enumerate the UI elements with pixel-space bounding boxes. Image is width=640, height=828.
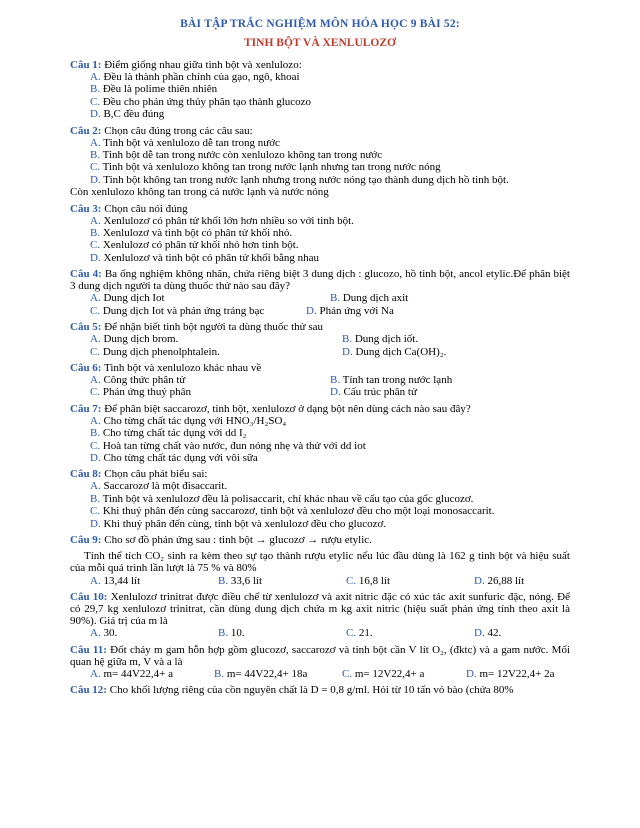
question-8: Câu 8: Chọn câu phát biểu sai: bbox=[70, 468, 208, 481]
option: A. Tinh bột và xenlulozo dễ tan trong nước bbox=[90, 136, 280, 149]
option: C. Tinh bột và xenlulozo không tan trong nước lạnh nhưng tan trong nước nóng bbox=[90, 161, 441, 174]
question-note: Còn xenlulozo không tan trong cả nước lạnh và nước nóng bbox=[70, 186, 329, 199]
option-row: C. Dung dịch Iot và phản ứng tráng bạc D. Phản ứng với Na bbox=[90, 304, 394, 317]
question-1: Câu 1: Điểm giống nhau giữa tinh bột và xenlulozo: bbox=[70, 59, 302, 71]
option: D. Khi thuỷ phân đến cùng, tinh bột và xenlulozơ đều cho glucozơ. bbox=[90, 517, 387, 530]
option-row: A. 30. B. 10. C. 21. D. 42. bbox=[90, 627, 502, 640]
option: B. Đều là polime thiên nhiên bbox=[90, 83, 218, 96]
option: B. Cho từng chất tác dụng với dd I₂ bbox=[90, 427, 247, 440]
question-4: Câu 4: Ba ống nghiệm không nhãn, chứa riêng biệt 3 dung dịch : glucozo, hồ tinh bột, ancol etylic.Để phân biệt 3 dung dịch người ta dùng thuốc thử nào sau đây? bbox=[70, 268, 570, 293]
question-5: Câu 5: Để nhận biết tinh bột người ta dùng thuốc thử sau bbox=[70, 321, 323, 334]
question-9: Câu 9: Cho sơ đồ phản ứng sau : tinh bột → glucozơ → rượu etylic. bbox=[70, 533, 372, 546]
option: D. Xenlulozơ và tinh bột có phân tử khối bằng nhau bbox=[90, 251, 319, 264]
option-row: A. Dung dịch Iot B. Dung dịch axit bbox=[90, 292, 409, 305]
question-11: Câu 11: Đốt cháy m gam hỗn hợp gồm glucozơ, saccarozơ và tinh bột cần V lít O₂, (đktc) và a gam nước. Mối quan hệ giữa m, V và a là bbox=[70, 643, 571, 668]
option: B. Tinh bột dễ tan trong nước còn xenlulozo không tan trong nước bbox=[90, 149, 383, 162]
option: A. Xenlulozơ có phân tử khối lớn hơn nhiều so với tinh bột. bbox=[90, 214, 354, 227]
option: D. Tinh bột không tan trong nước lạnh nhưng trong nước nóng tạo thành dung dịch hồ tinh bột. bbox=[90, 173, 509, 186]
option-row: A. Dung dịch brom. B. Dung dịch iốt. bbox=[90, 333, 419, 346]
option-row: C. Dung dịch phenolphtalein. D. Dung dịch Ca(OH)₂. bbox=[90, 345, 447, 358]
option: A. Cho từng chất tác dụng với HNO₃/H₂SO₄ bbox=[90, 414, 287, 427]
question-3: Câu 3: Chọn câu nói đúng bbox=[70, 202, 188, 215]
option: A. Đều là thành phần chính của gạo, ngô, khoai bbox=[90, 71, 300, 83]
option-row: C. Phản ứng thuỷ phân D. Cấu trúc phân tử bbox=[90, 386, 417, 399]
document-title: BÀI TẬP TRẮC NGHIỆM MÔN HÓA HỌC 9 BÀI 52: bbox=[180, 18, 460, 30]
option: D. Cho từng chất tác dụng với vôi sữa bbox=[90, 451, 258, 464]
question-6: Câu 6: Tinh bột và xenlulozo khác nhau về bbox=[70, 361, 262, 374]
document-page bbox=[70, 18, 570, 696]
option-row: A. 13,44 lít B. 33,6 lít C. 16,8 lít D. 26,88 lít bbox=[90, 574, 525, 587]
question-2: Câu 2: Chọn câu đúng trong các câu sau: bbox=[70, 124, 253, 137]
option: C. Đều cho phản ứng thủy phân tạo thành glucozo bbox=[90, 95, 312, 108]
option-row: A. Công thức phân tử B. Tính tan trong nước lạnh bbox=[90, 373, 453, 386]
option: A. Saccarozơ là một đisaccarit. bbox=[90, 480, 228, 493]
question-10: Câu 10: Xenlulozơ trinitrat được điều chế từ xenlulozơ và axit nitric đặc có xúc tác axit sunfuric đặc, nóng. Để có 29,7 kg xenlulozơ trinitrat, cần dùng dung dịch chứa m kg axit nitric (hiệu suất phản ứng tính theo axit là 90%). Giá trị của m là bbox=[70, 591, 570, 628]
question-note: Tính thể tích CO₂ sinh ra kèm theo sự tạo thành rượu etylic nếu lúc đầu dùng là 162 g tinh bột và hiệu suất của mỗi quá trình lần lượt là 75 % và 80% bbox=[70, 549, 570, 575]
option: D. B,C đều đúng bbox=[90, 108, 165, 121]
option: C. Khi thuỷ phân đến cùng saccarozơ, tinh bột và xenlulozơ đều cho một loại monosaccarit. bbox=[90, 505, 495, 518]
document-subtitle: TINH BỘT VÀ XENLULOZƠ bbox=[244, 37, 396, 49]
question-12: Câu 12: Cho khối lượng riêng của cồn nguyên chất là D = 0,8 g/ml. Hỏi từ 10 tấn vỏ bào (chứa 80% bbox=[70, 684, 514, 696]
option: C. Hoà tan từng chất vào nước, đun nóng nhẹ và thử với dd iot bbox=[90, 439, 366, 452]
question-7: Câu 7: Để phân biệt saccarozơ, tinh bột, xenlulozơ ở dạng bột nên dùng cách nào sau đây? bbox=[70, 402, 471, 415]
option: C. Xenlulozơ có phân tử khối nhỏ hơn tinh bột. bbox=[90, 239, 299, 252]
option: B. Tinh bột và xenlulozơ đều là polisaccarit, chỉ khác nhau về cấu tạo của gốc glucozơ. bbox=[90, 492, 474, 505]
option-row: A. m= 44V22,4+ a B. m= 44V22,4+ 18a C. m= 12V22,4+ a D. m= 12V22,4+ 2a bbox=[90, 667, 555, 680]
option: B. Xenlulozơ và tinh bột có phân tử khối nhỏ. bbox=[90, 227, 293, 240]
